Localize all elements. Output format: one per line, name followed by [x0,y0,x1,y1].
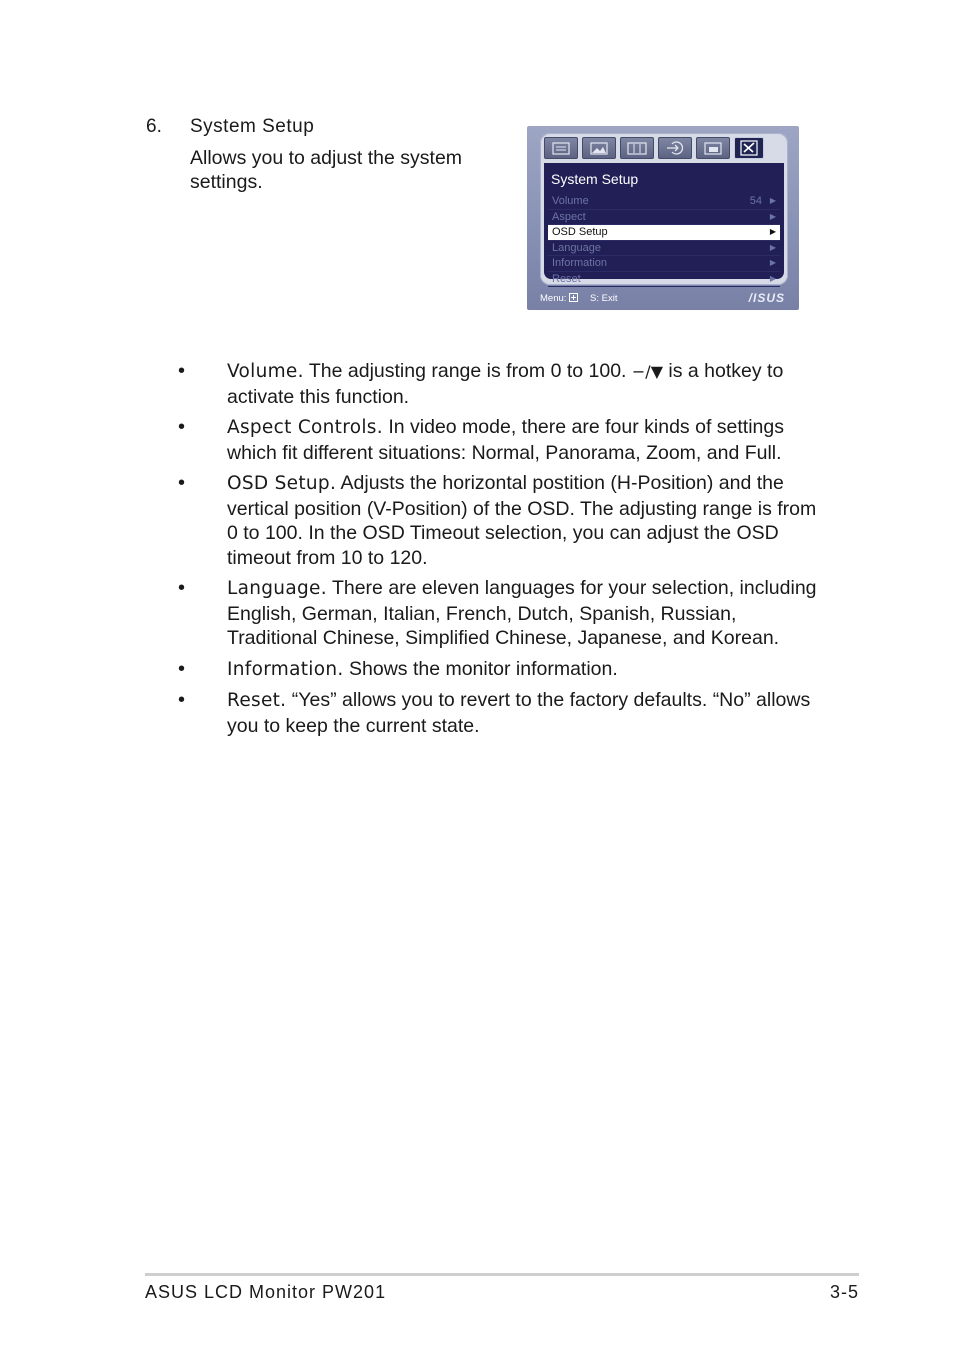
feature-term: Language. [227,578,327,599]
feature-description-continued: is a hotkey to activate this function. [227,360,784,408]
osd-menu-item[interactable] [548,225,780,241]
triangle-right-icon: ▶ [769,196,776,205]
osd-footer-exit: S: Exit [590,293,618,304]
osd-menu-item[interactable] [548,241,780,257]
osd-menu-item-value: 54 [749,195,762,207]
feature-description: Adjusts the horizontal postition (H-Position) and the vertical position (V-Position) of the OSD. The adjusting range is from 0 to 100. In the OSD Timeout selection, you can adjust the OSD timeout from 10 to 120. [227,472,817,569]
feature-description: In video mode, there are four kinds of settings which fit different situations: Normal, Panorama, Zoom, and Full. [227,416,784,464]
hotkey-glyph: −/▼ [631,362,663,381]
osd-icon-bar [544,137,764,161]
feature-term: Volume. [227,361,304,382]
osd-menu-title: System Setup [551,171,639,187]
feature-description: “Yes” allows you to revert to the factory defaults. “No” allows you to keep the current state. [227,689,811,737]
triangle-right-icon: ▶ [769,227,776,236]
feature-list [176,359,826,744]
osd-menu-item-label: Volume [552,195,589,207]
osd-menu-item[interactable] [548,194,780,210]
feature-term: Reset. [227,690,287,711]
enter-icon [569,293,578,302]
osd-footer-menu: Menu: [540,293,578,304]
osd-menu-item[interactable] [548,210,780,226]
feature-item [176,688,826,738]
feature-item [176,359,826,409]
asus-logo: /ISUS [748,291,785,305]
feature-description: There are eleven languages for your selection, including English, German, Italian, French, Dutch, Spanish, Russian, Traditional Chinese, Simplified Chinese, Japanese, and Korean. [227,577,817,649]
osd-menu-item[interactable] [548,256,780,272]
osd-footer [540,293,618,304]
pip-icon [696,137,730,159]
osd-menu-item-label: Reset [552,272,581,285]
osd-menu-item[interactable] [548,272,780,288]
osd-menu-item-label: Language [552,241,601,254]
section-number: 6. [146,116,162,137]
color-icon [620,137,654,159]
feature-term: OSD Setup. [227,473,337,494]
footer-rule [145,1273,859,1276]
triangle-right-icon: ▶ [769,258,776,267]
feature-item [176,657,826,683]
osd-menu-panel [544,163,784,285]
feature-description: Shows the monitor information. [343,657,618,680]
osd-frame [540,133,788,285]
osd-menu-item-label: Information [552,257,608,269]
triangle-right-icon: ▶ [769,211,776,221]
feature-description: The adjusting range is from 0 to 100. [303,360,632,382]
osd-screenshot [527,126,799,310]
picture-icon [582,137,616,159]
feature-term: Aspect Controls. [227,417,383,438]
feature-item [176,576,826,651]
settings-list-icon [544,137,578,159]
osd-menu-item-label: OSD Setup [552,226,608,238]
feature-item [176,415,826,465]
triangle-right-icon: ▶ [769,242,776,252]
system-setup-icon [734,137,764,159]
section-description: Allows you to adjust the system settings. [190,147,463,193]
footer-product: ASUS LCD Monitor PW201 [145,1282,387,1302]
section-title: System Setup [190,116,315,137]
osd-menu-list [548,194,780,287]
feature-item [176,471,826,570]
triangle-right-icon: ▶ [769,273,776,283]
input-select-icon [658,137,692,159]
osd-menu-item-label: Aspect [552,210,586,223]
footer-page-number: 3-5 [829,1282,859,1302]
feature-term: Information. [227,658,344,680]
